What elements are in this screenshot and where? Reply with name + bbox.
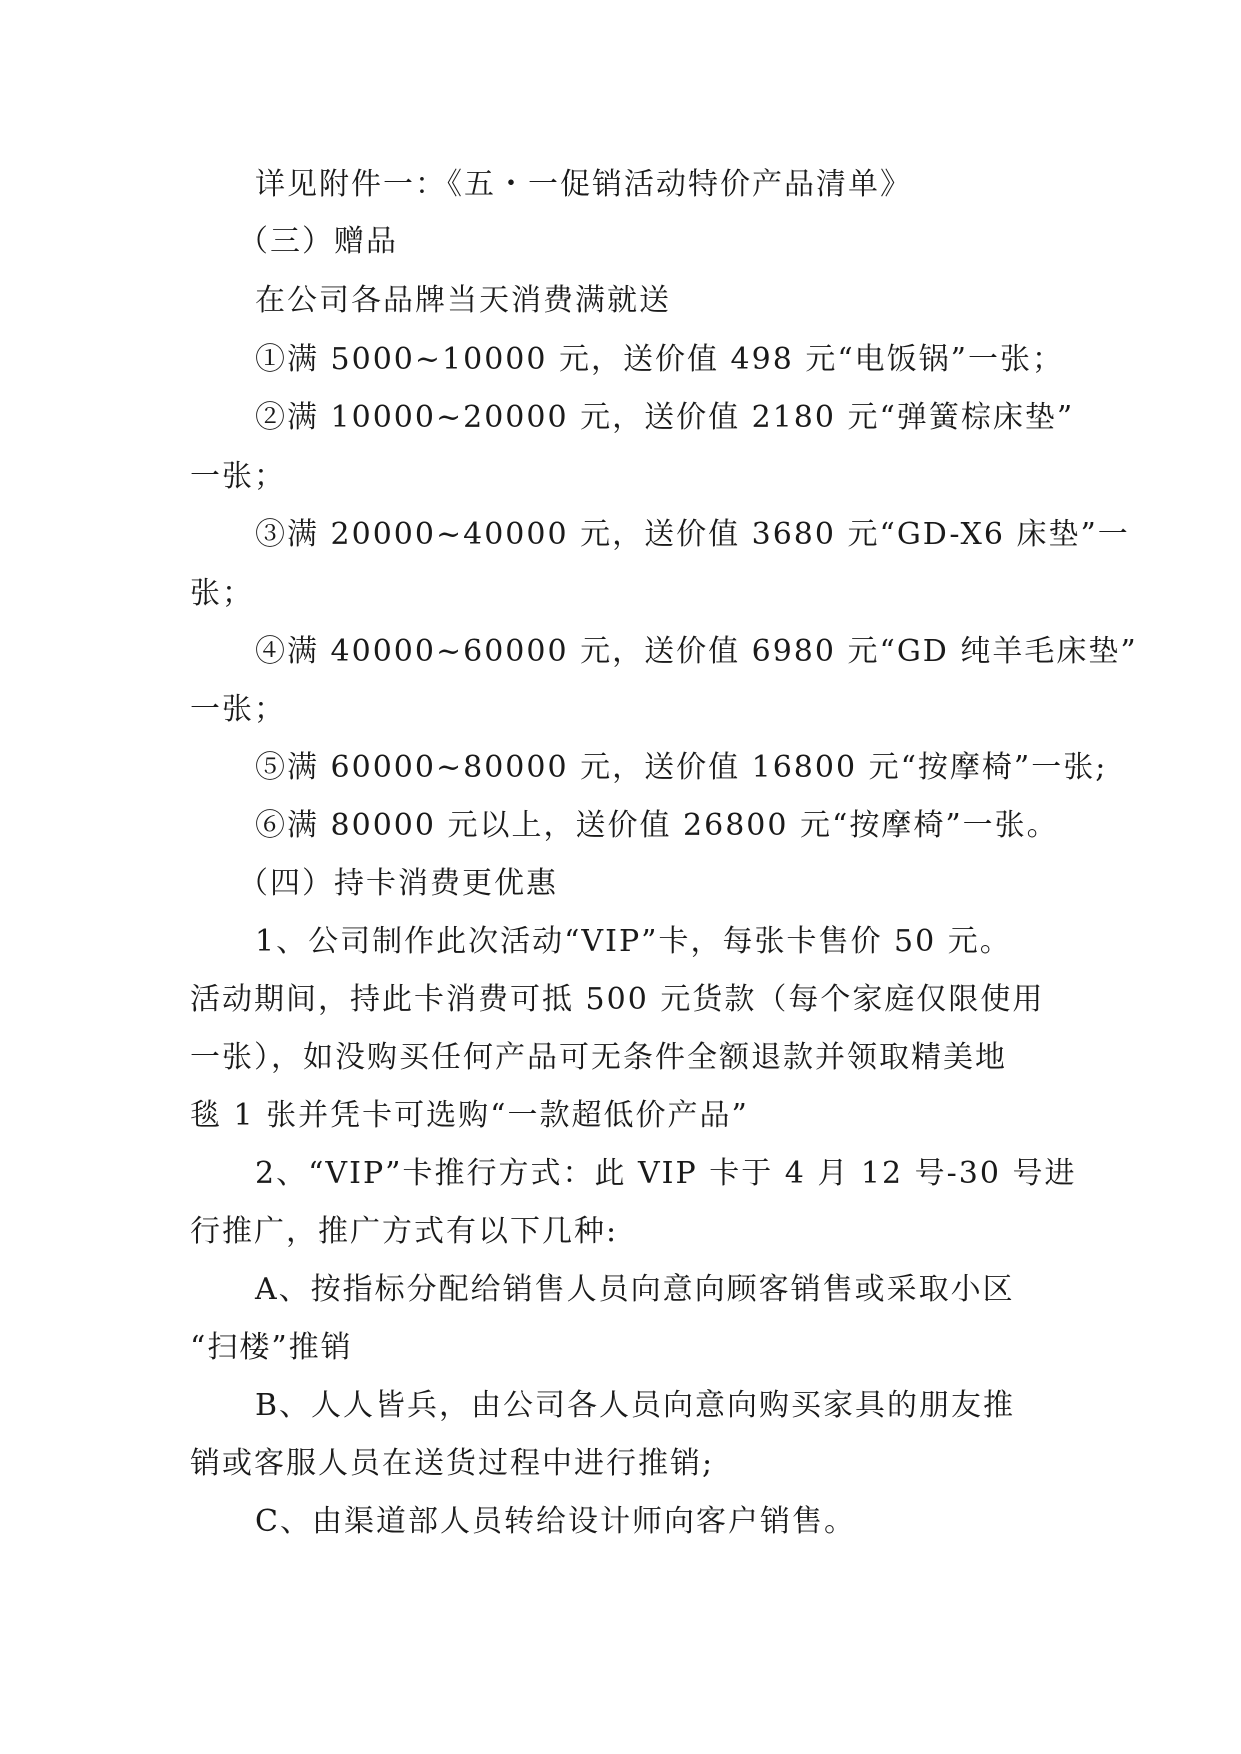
gift-tier-6: ⑥满 80000 元以上，送价值 26800 元“按摩椅”一张。 [255,808,1059,843]
method-c-line-1: C、由渠道部人员转给设计师向客户销售。 [255,1504,856,1539]
method-a-line-1: A、按指标分配给销售人员向意向顾客销售或采取小区 [255,1272,1015,1307]
gift-tier-2-cont: 一张； [190,459,286,494]
gift-tier-1: ①满 5000~10000 元，送价值 498 元“电饭锅”一张； [255,342,1064,377]
method-b-line-1: B、人人皆兵，由公司各人员向意向购买家具的朋友推 [255,1388,1016,1423]
text-line-gift-intro: 在公司各品牌当天消费满就送 [255,283,671,318]
section-heading-card: （四）持卡消费更优惠 [238,866,558,901]
gift-tier-4: ④满 40000~60000 元，送价值 6980 元“GD 纯羊毛床垫” [255,634,1138,669]
card-para-1-line-2: 活动期间，持此卡消费可抵 500 元货款（每个家庭仅限使用 [190,982,1045,1017]
card-para-2-line-2: 行推广，推广方式有以下几种: [190,1214,619,1249]
text-line-attachment-ref: 详见附件一：《五・一促销活动特价产品清单》 [255,167,912,202]
card-para-1-line-1: 1、公司制作此次活动“VIP”卡，每张卡售价 50 元。 [255,924,1012,959]
gift-tier-5: ⑤满 60000~80000 元，送价值 16800 元“按摩椅”一张; [255,750,1108,785]
gift-tier-2: ②满 10000~20000 元，送价值 2180 元“弹簧棕床垫” [255,400,1075,435]
card-para-1-line-4: 毯 1 张并凭卡可选购“一款超低价产品” [190,1098,749,1133]
gift-tier-3-cont: 张； [190,576,254,611]
method-a-line-2: “扫楼”推销 [190,1330,353,1365]
gift-tier-4-cont: 一张； [190,692,286,727]
card-para-1-line-3: 一张），如没购买任何产品可无条件全额退款并领取精美地 [190,1040,1007,1075]
section-heading-gifts: （三）赠品 [238,224,398,259]
method-b-line-2: 销或客服人员在送货过程中进行推销; [190,1446,715,1481]
card-para-2-line-1: 2、“VIP”卡推行方式：此 VIP 卡于 4 月 12 号-30 号进 [255,1156,1077,1191]
gift-tier-3: ③满 20000~40000 元，送价值 3680 元“GD-X6 床垫”一 [255,517,1130,552]
